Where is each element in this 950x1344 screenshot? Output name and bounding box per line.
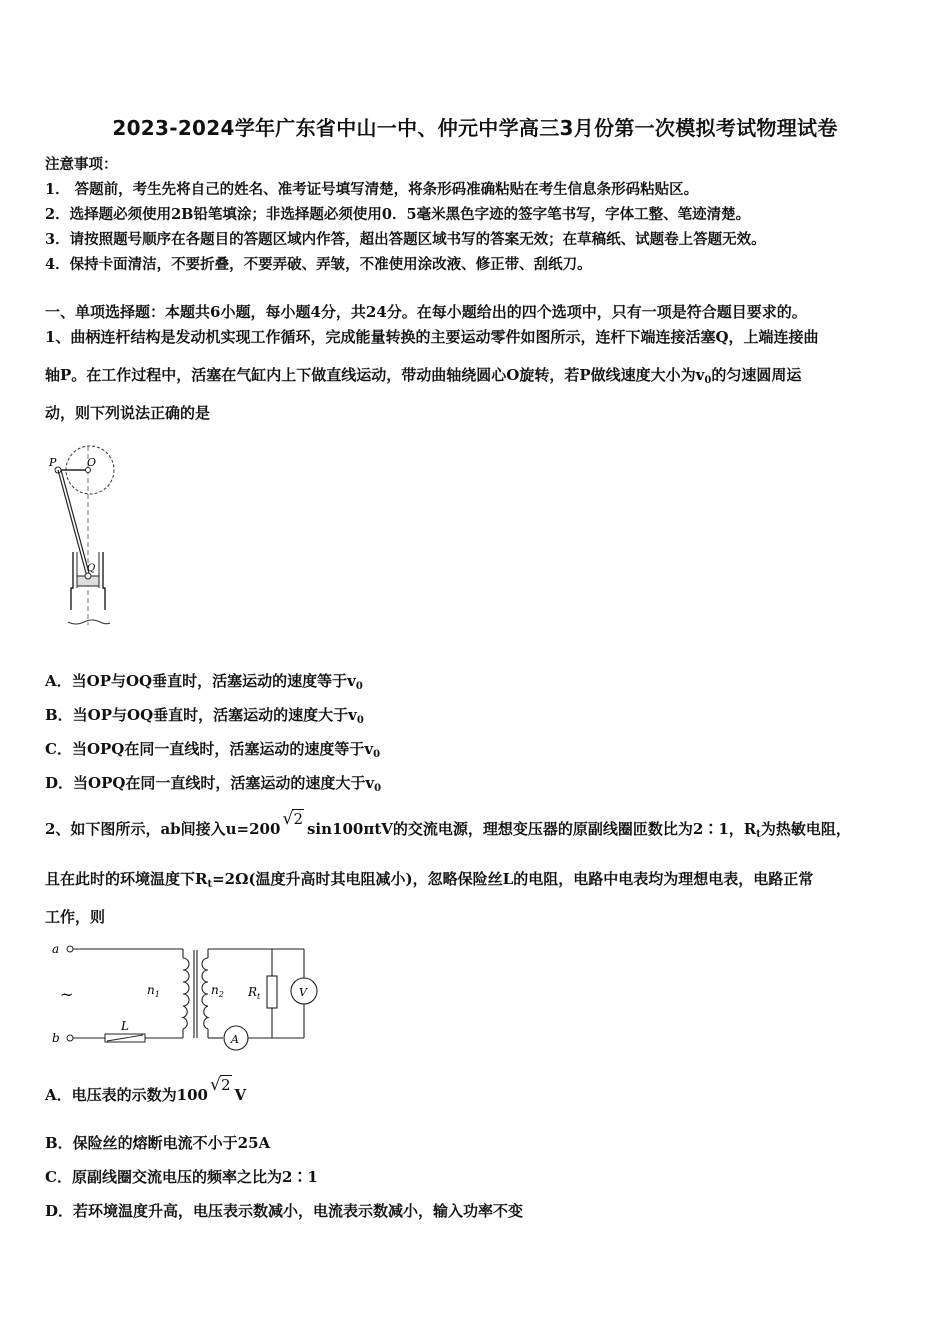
label-a: a [52,942,60,956]
label-n2-sub: 2 [218,990,224,999]
notice-item-4: 4．保持卡面清洁，不要折叠，不要弄破、弄皱，不准使用涂改液、修正带、刮纸刀。 [45,256,592,273]
label-n2-letter: n [211,983,219,997]
q2-stem-line2 [45,868,813,889]
q1-stem-line3: 动，则下列说法正确的是 [45,404,211,422]
q1-option-a-text: A．当OP与OQ垂直时，活塞运动的速度等于v [45,672,356,690]
q2-option-a-sqrt: √ 2 [209,1075,231,1095]
section-heading: 一、单项选择题：本题共6小题，每小题4分，共24分。在每小题给出的四个选项中，只有一项是符合题目要求的。 [45,303,807,321]
connecting-rod-edge [61,470,89,573]
q2-stem-line1-mid: sin100πtV的交流电源，理想变压器的原副线圈匝数比为2∶1，R [306,820,757,838]
sqrt-value: 2 [293,810,303,828]
notice-item-2: 2．选择题必须使用2B铅笔填涂；非选择题必须使用0．5毫米黑色字迹的签字笔书写，字体工整、笔迹清楚。 [45,206,751,223]
secondary-coil [202,958,208,1029]
label-ammeter: A [231,1033,239,1046]
q2-stem-line3: 工作，则 [45,908,106,926]
q1-option-d-text: D．当OPQ在同一直线时，活塞运动的速度大于v [45,774,375,792]
q2-stem-line2-end: =2Ω(温度升高时其电阻减小)，忽略保险丝L的电阻，电路中电表均为理想电表，电路正常 [212,870,814,888]
q1-option-b-sub: 0 [356,715,364,726]
cylinder-right-wall [103,552,105,610]
q1-option-d-sub: 0 [374,783,382,794]
q1-stem-line1: 1、曲柄连杆结构是发动机实现工作循环，完成能量转换的主要运动零件如图所示，连杆下端连接活塞Q，上端连接曲 [45,328,819,346]
terminal-b [67,1035,73,1041]
q2-option-b[interactable]: B．保险丝的熔断电流不小于25A [45,1134,271,1152]
notice-heading: 注意事项： [45,156,118,173]
page-title: 2023-2024学年广东省中山一中、仲元中学高三3月份第一次模拟考试物理试卷 [112,116,838,140]
q1-option-d[interactable] [45,772,381,793]
label-n1-letter: n [147,983,155,997]
q1-stem-line2-text: 轴P。在工作过程中，活塞在气缸内上下做直线运动，带动曲轴绕圆心O旋转，若P做线速度大小为v [45,366,705,384]
label-rt-letter: R [248,985,258,999]
q2-option-c[interactable]: C．原副线圈交流电压的频率之比为2∶1 [45,1168,318,1186]
label-n1 [147,983,160,999]
notice-item-1: 1． 答题前，考生先将自己的姓名、准考证号填写清楚，将条形码准确粘贴在考生信息条形码粘贴区。 [45,181,699,198]
label-p: P [49,456,57,469]
q1-option-a-sub: 0 [355,681,363,692]
q2-stem-line1-end: 为热敏电阻， [760,820,851,838]
q1-option-b[interactable] [45,704,364,725]
thermistor-rt [267,976,277,1008]
label-rt [247,985,261,1001]
q2-rt-subscript-2: t [207,879,213,890]
q2-stem-line1-text: 2、如下图所示，ab间接入u=200 [45,820,281,838]
q1-option-c[interactable] [45,738,380,759]
transformer-circuit-figure [45,938,335,1053]
label-l: L [121,1019,129,1033]
cylinder-left-wall [71,552,73,610]
label-n1-sub: 1 [154,990,160,999]
q2-option-d[interactable]: D．若环境温度升高，电压表示数减小，电流表示数减小，输入功率不变 [45,1202,524,1220]
q2-option-a-sqrt-value: 2 [220,1076,231,1094]
sqrt-symbol: √ 2 [282,809,303,829]
notice-item-3: 3．请按照题号顺序在各题目的答题区域内作答，超出答题区域书写的答案无效；在草稿纸、试题卷上答题无效。 [45,231,766,248]
q1-stem-line2 [45,364,801,385]
ac-source-symbol: ~ [60,985,74,1004]
crankshaft-figure [40,440,130,635]
label-voltmeter: V [299,986,307,999]
label-rt-sub: t [257,992,261,1001]
terminal-a [67,946,73,952]
q1-option-c-sub: 0 [373,749,381,760]
q2-stem-line2-text: 且在此时的环境温度下R [45,870,208,888]
q1-option-a[interactable] [45,670,363,691]
label-n2 [211,983,224,999]
q1-option-b-text: B．当OP与OQ垂直时，活塞运动的速度大于v [45,706,357,724]
q2-option-a-unit: V [234,1086,247,1104]
label-q: Q [87,563,96,574]
q2-option-a-text: A．电压表的示数为100 [45,1086,208,1104]
primary-coil [183,958,189,1029]
label-b: b [52,1031,60,1045]
label-o: O [87,456,97,469]
break-line [68,620,110,624]
q2-rt-subscript: t [756,829,761,840]
q1-option-c-text: C．当OPQ在同一直线时，活塞运动的速度等于v [45,740,374,758]
q1-stem-line2-end: 的匀速圆周运 [711,366,802,384]
q2-option-a[interactable] [45,1075,247,1105]
q1-v0-subscript: 0 [704,375,712,386]
q2-stem-line1 [45,809,851,840]
